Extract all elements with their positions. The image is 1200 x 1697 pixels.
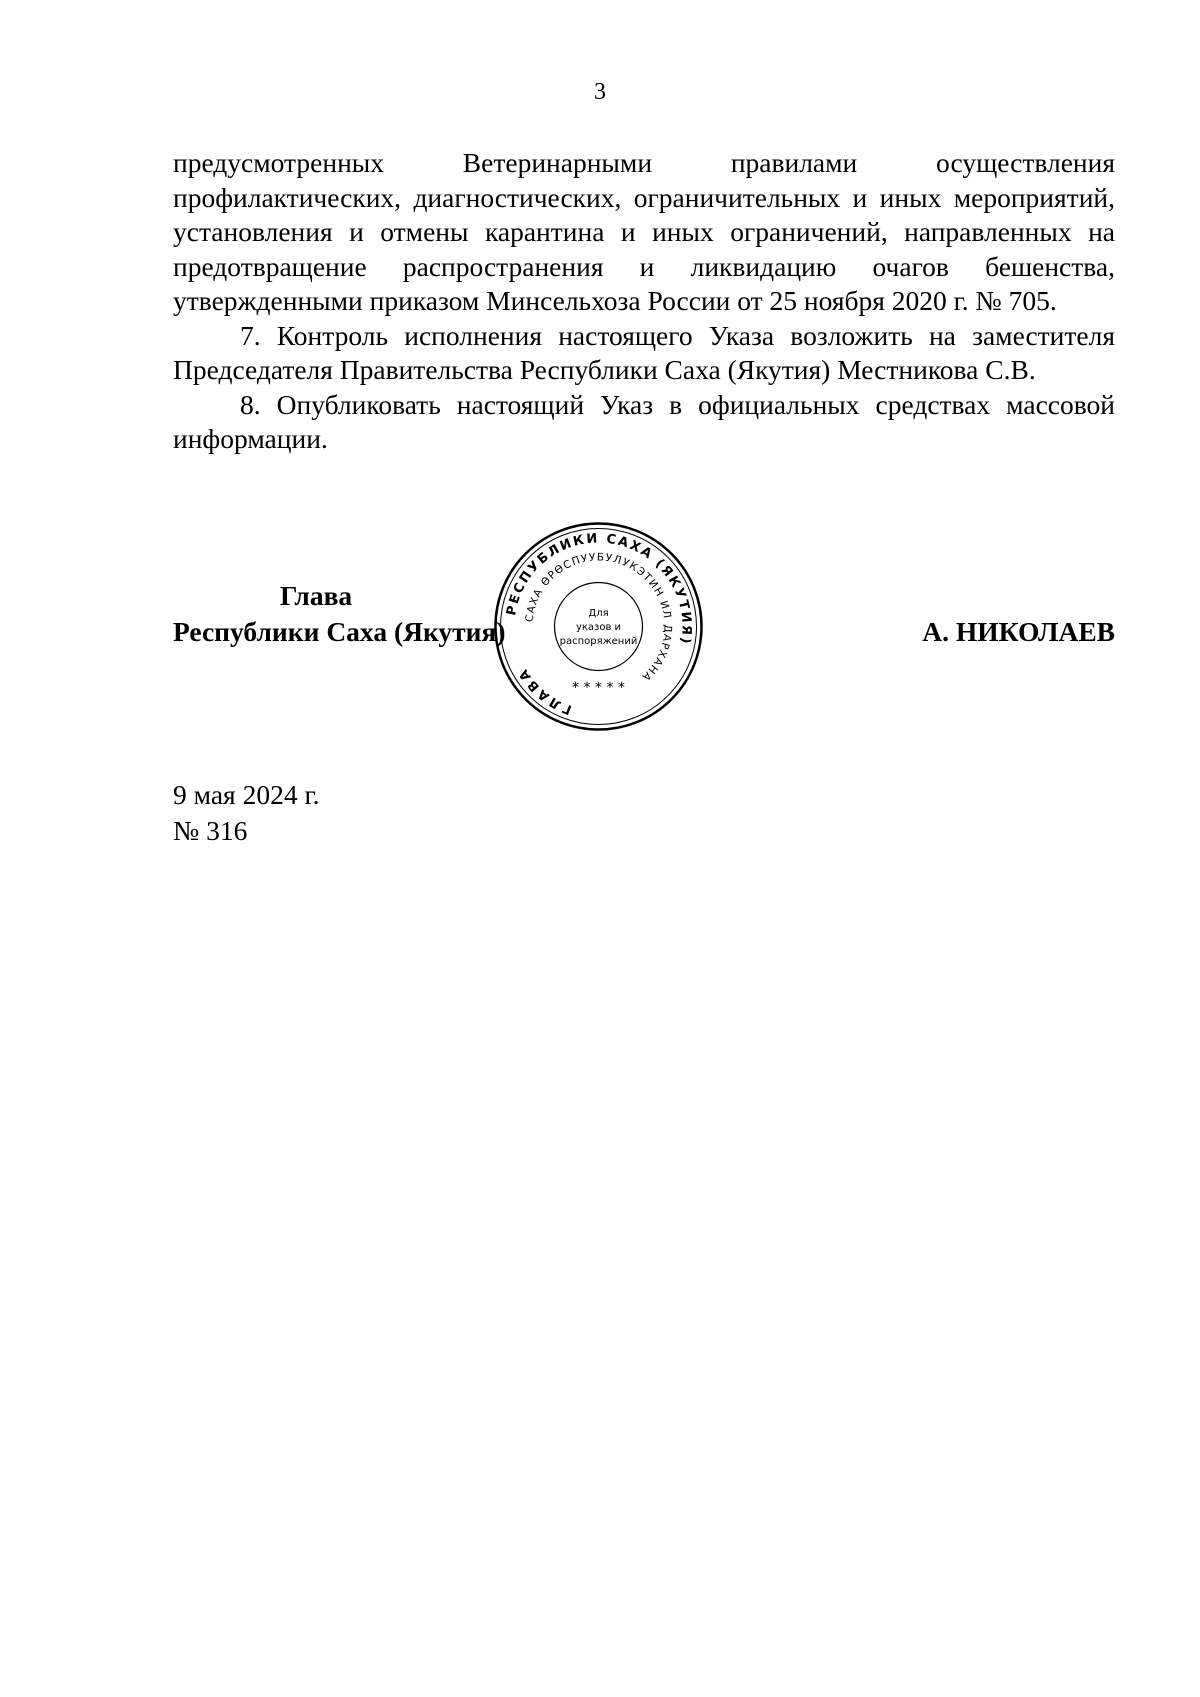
paragraph-item-8: 8. Опубликовать настоящий Указ в официальных средствах массовой информации. <box>173 388 1115 454</box>
paragraph-item-7: 7. Контроль исполнения настоящего Указа возложить на заместителя Председателя Правительства Республики Саха (Якутия) Местникова С.В. <box>173 319 1115 385</box>
paragraph-continuation: предусмотренных Ветеринарными правилами осуществления профилактических, диагностических, ограничительных и иных мероприятий, установления и отмены карантина и иных ограничений, направленных на предотвращение распространения и ликвидацию очагов бешенства, утвержденными приказом Минсельхоза России от 25 ноября 2020 г. № 705. <box>173 147 1115 316</box>
official-seal <box>492 520 705 733</box>
signer-title-line1: Глава <box>280 580 353 611</box>
seal-center-line1: Для <box>588 608 609 619</box>
document-number: № 316 <box>173 815 248 846</box>
document-date-block <box>173 777 320 849</box>
seal-stars: * * * * * <box>572 680 625 696</box>
seal-inner-text: САХА ӨРӨСПУУБУЛУКЭТИН ИЛ ДАРХАНА <box>523 551 674 684</box>
seal-left-text: ГЛАВА <box>514 664 574 717</box>
page-number: 3 <box>594 79 606 105</box>
seal-outer-text: РЕСПУБЛИКИ САХА (ЯКУТИЯ) <box>504 531 694 647</box>
seal-center-line2: указов и <box>575 622 622 633</box>
seal-center-line3: распоряжений <box>559 636 638 647</box>
document-date: 9 мая 2024 г. <box>173 779 320 810</box>
document-body <box>173 146 1115 457</box>
signer-title-line2: Республики Саха (Якутия) <box>173 616 506 647</box>
signer-name: А. НИКОЛАЕВ <box>922 616 1115 647</box>
